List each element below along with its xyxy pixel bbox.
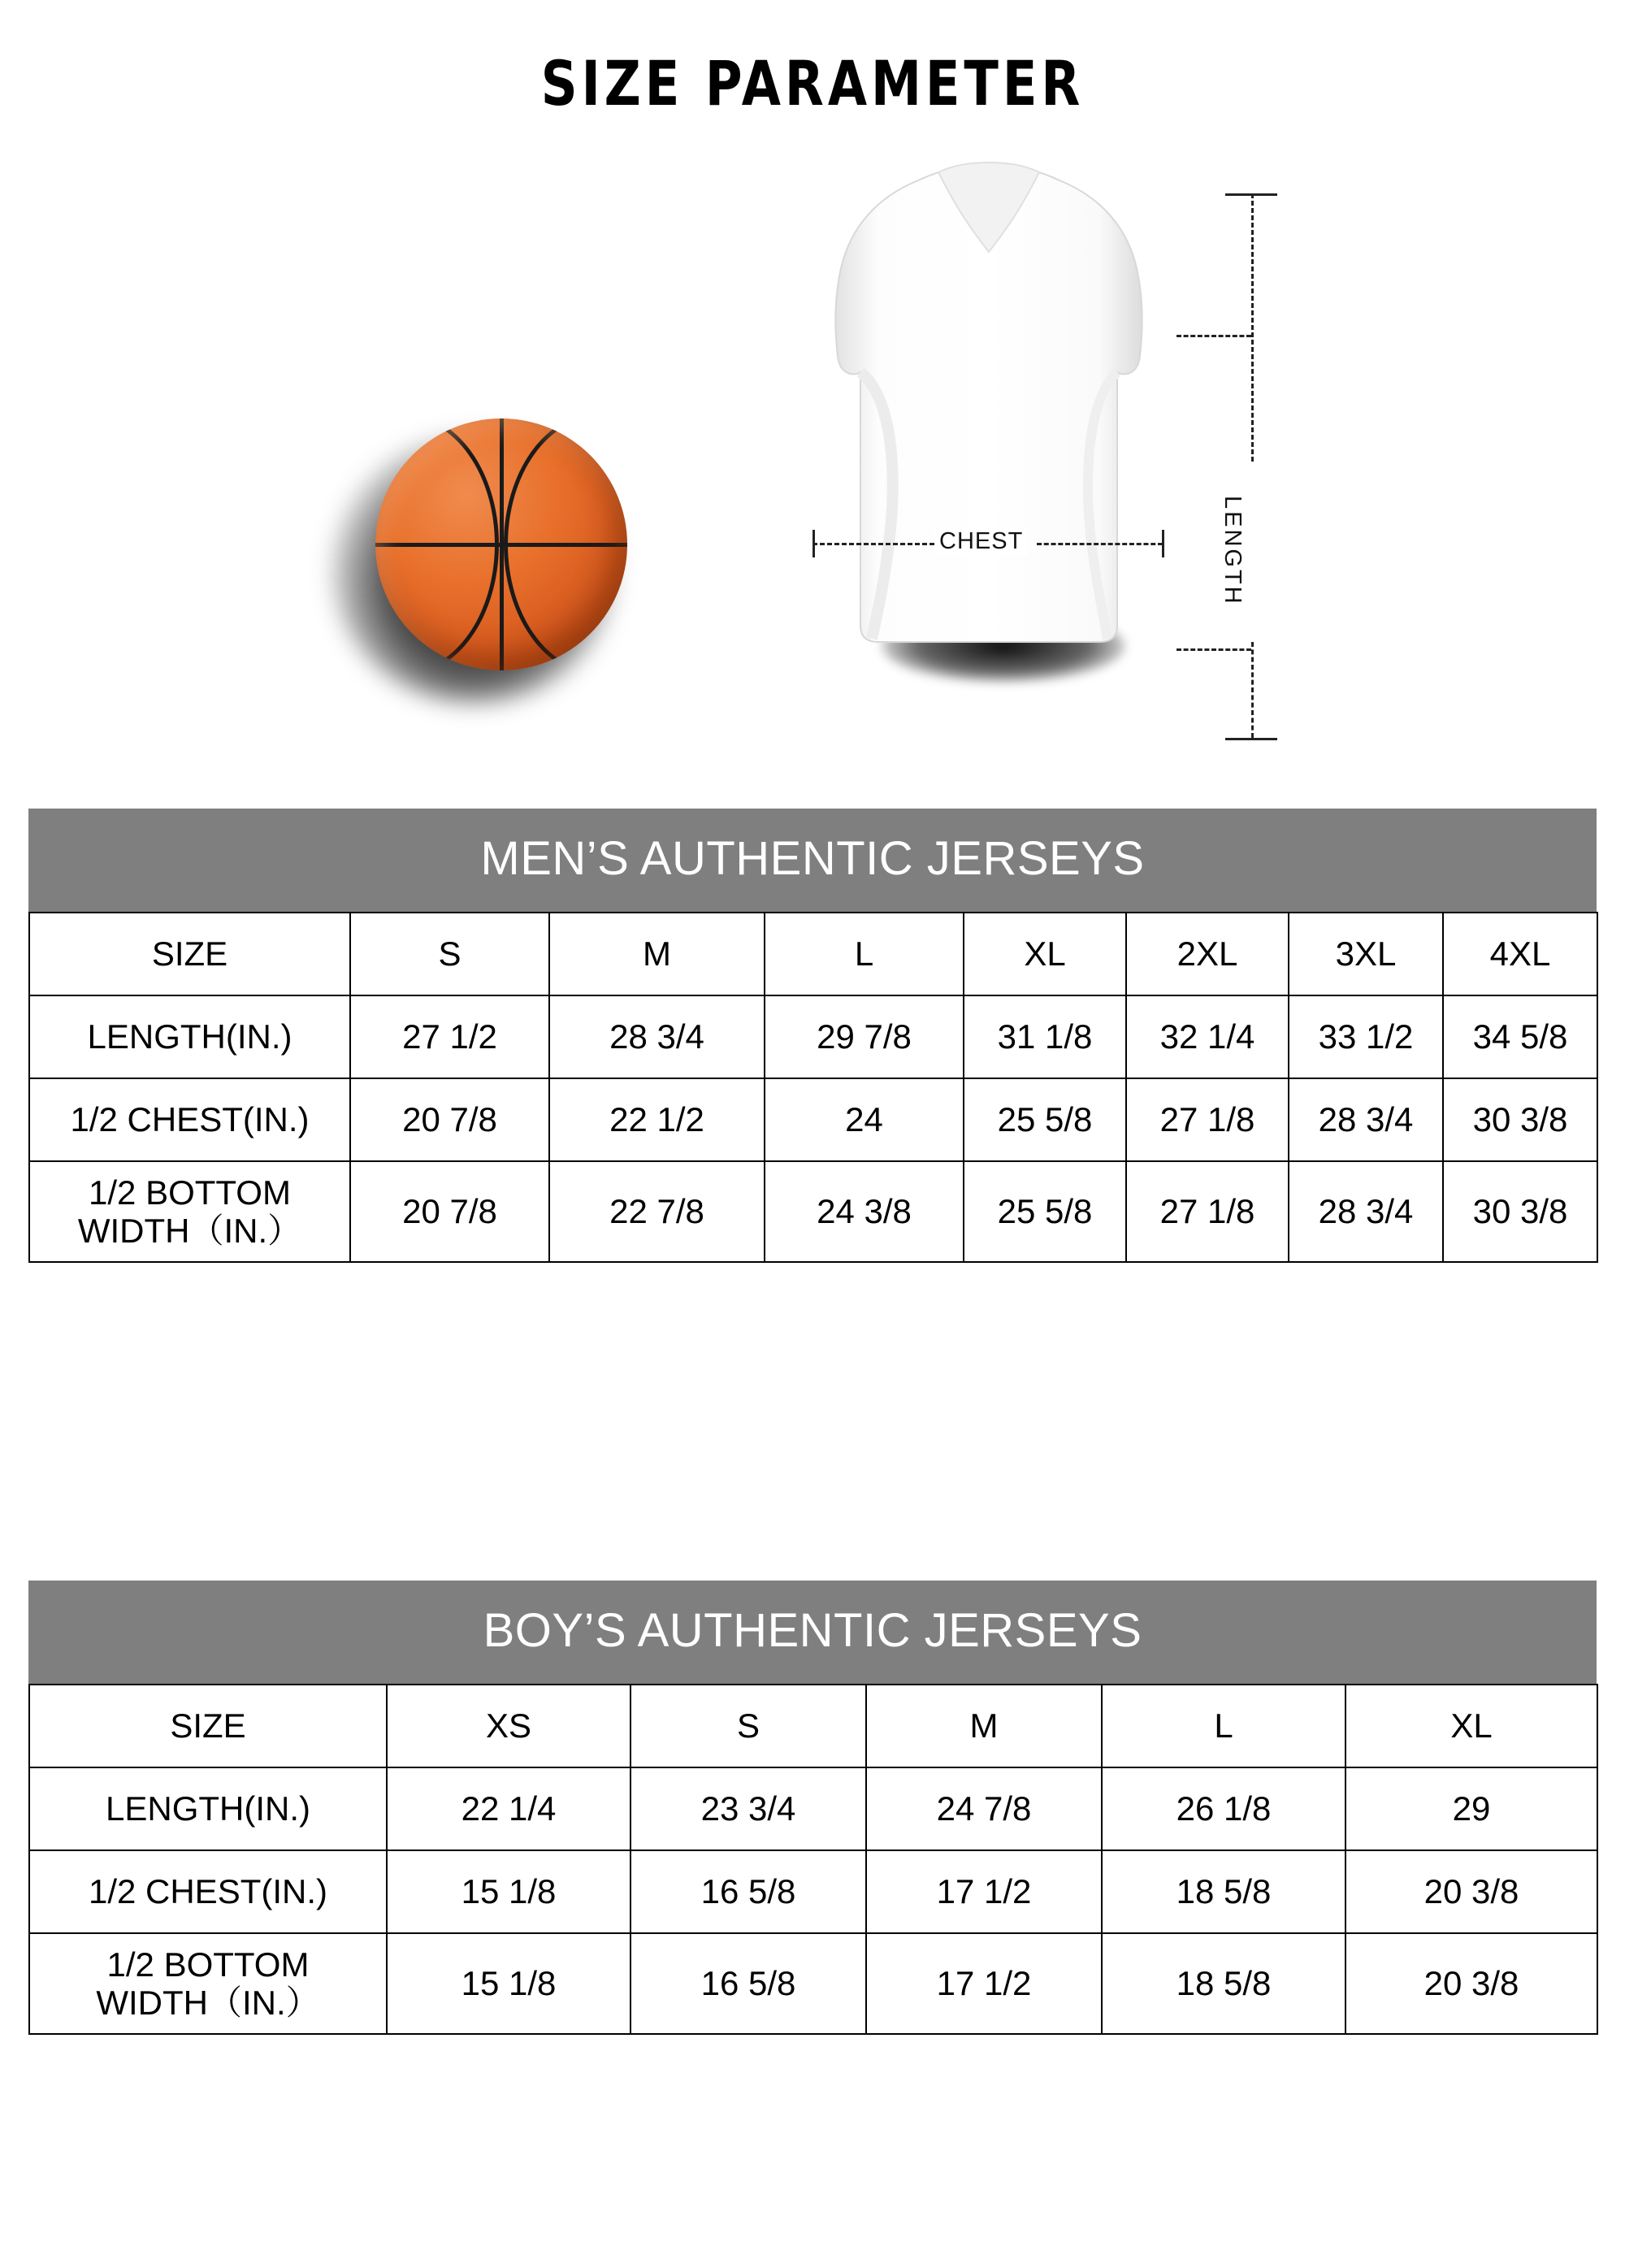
table-row bbox=[29, 1078, 1597, 1161]
table-row bbox=[29, 1933, 1597, 2034]
mens-col-header-l: L bbox=[765, 913, 964, 995]
mens-length-4xl: 34 5/8 bbox=[1443, 995, 1597, 1078]
measurement-illustration bbox=[0, 154, 1625, 788]
boys-row-label-bottom-width: 1/2 BOTTOM WIDTH（IN.） bbox=[29, 1933, 387, 2034]
boys-length-l: 26 1/8 bbox=[1102, 1767, 1346, 1850]
boys-col-header-l: L bbox=[1102, 1685, 1346, 1767]
boys-length-xs: 22 1/4 bbox=[387, 1767, 630, 1850]
chest-tick-left bbox=[812, 530, 815, 557]
mens-length-xl: 31 1/8 bbox=[964, 995, 1126, 1078]
boys-chest-xs: 15 1/8 bbox=[387, 1850, 630, 1933]
length-measure-line-bottom bbox=[1251, 642, 1254, 738]
mens-chest-m: 22 1/2 bbox=[549, 1078, 765, 1161]
mens-chest-s: 20 7/8 bbox=[350, 1078, 549, 1161]
mens-bottom-4xl: 30 3/8 bbox=[1443, 1161, 1597, 1262]
table-row bbox=[29, 995, 1597, 1078]
mens-col-header-xl: XL bbox=[964, 913, 1126, 995]
boys-bottom-l: 18 5/8 bbox=[1102, 1933, 1346, 2034]
length-measure-line-top bbox=[1251, 193, 1254, 462]
mens-length-3xl: 33 1/2 bbox=[1289, 995, 1443, 1078]
mens-chest-l: 24 bbox=[765, 1078, 964, 1161]
length-tick-bottom bbox=[1225, 738, 1277, 740]
mens-table-title: MEN’S AUTHENTIC JERSEYS bbox=[28, 809, 1597, 912]
boys-col-header-size: SIZE bbox=[29, 1685, 387, 1767]
chest-measure-line-left bbox=[812, 543, 934, 545]
basketball-icon bbox=[317, 394, 658, 735]
boys-size-table bbox=[28, 1684, 1598, 2035]
mens-col-header-4xl: 4XL bbox=[1443, 913, 1597, 995]
mens-bottom-3xl: 28 3/4 bbox=[1289, 1161, 1443, 1262]
mens-col-header-m: M bbox=[549, 913, 765, 995]
boys-table-title: BOY’S AUTHENTIC JERSEYS bbox=[28, 1581, 1597, 1684]
length-tick-top bbox=[1225, 193, 1277, 196]
mens-chest-2xl: 27 1/8 bbox=[1126, 1078, 1289, 1161]
boys-bottom-xs: 15 1/8 bbox=[387, 1933, 630, 2034]
mens-col-header-size: SIZE bbox=[29, 913, 350, 995]
mens-length-2xl: 32 1/4 bbox=[1126, 995, 1289, 1078]
mens-col-header-3xl: 3XL bbox=[1289, 913, 1443, 995]
boys-col-header-xl: XL bbox=[1346, 1685, 1597, 1767]
chest-measure-line-right bbox=[1037, 543, 1163, 545]
boys-row-label-length: LENGTH(IN.) bbox=[29, 1767, 387, 1850]
mens-chest-3xl: 28 3/4 bbox=[1289, 1078, 1443, 1161]
boys-col-header-xs: XS bbox=[387, 1685, 630, 1767]
mens-bottom-l: 24 3/8 bbox=[765, 1161, 964, 1262]
table-row bbox=[29, 1161, 1597, 1262]
mens-size-table bbox=[28, 912, 1598, 1263]
boys-chest-m: 17 1/2 bbox=[866, 1850, 1102, 1933]
mens-size-table-block bbox=[28, 809, 1597, 1263]
boys-length-xl: 29 bbox=[1346, 1767, 1597, 1850]
table-row bbox=[29, 1685, 1597, 1767]
table-row bbox=[29, 1767, 1597, 1850]
mens-row-label-length: LENGTH(IN.) bbox=[29, 995, 350, 1078]
mens-col-header-s: S bbox=[350, 913, 549, 995]
boys-col-header-m: M bbox=[866, 1685, 1102, 1767]
boys-length-s: 23 3/4 bbox=[630, 1767, 866, 1850]
mens-row-label-bottom-width: 1/2 BOTTOM WIDTH（IN.） bbox=[29, 1161, 350, 1262]
mens-chest-4xl: 30 3/8 bbox=[1443, 1078, 1597, 1161]
boys-chest-l: 18 5/8 bbox=[1102, 1850, 1346, 1933]
boys-length-m: 24 7/8 bbox=[866, 1767, 1102, 1850]
mens-bottom-s: 20 7/8 bbox=[350, 1161, 549, 1262]
mens-col-header-2xl: 2XL bbox=[1126, 913, 1289, 995]
basketball-seam-horizontal bbox=[375, 543, 627, 547]
chest-tick-right bbox=[1162, 530, 1164, 557]
boys-bottom-s: 16 5/8 bbox=[630, 1933, 866, 2034]
chest-label: CHEST bbox=[934, 528, 1028, 555]
mens-length-l: 29 7/8 bbox=[765, 995, 964, 1078]
boys-chest-s: 16 5/8 bbox=[630, 1850, 866, 1933]
table-row bbox=[29, 913, 1597, 995]
basketball-body bbox=[375, 418, 627, 670]
basketball-seam-arc-right bbox=[504, 418, 627, 670]
boys-bottom-m: 17 1/2 bbox=[866, 1933, 1102, 2034]
page-title: SIZE PARAMETER bbox=[540, 47, 1085, 119]
mens-bottom-xl: 25 5/8 bbox=[964, 1161, 1126, 1262]
boys-col-header-s: S bbox=[630, 1685, 866, 1767]
boys-chest-xl: 20 3/8 bbox=[1346, 1850, 1597, 1933]
length-leader-top bbox=[1176, 335, 1251, 337]
mens-bottom-m: 22 7/8 bbox=[549, 1161, 765, 1262]
boys-size-table-block bbox=[28, 1581, 1597, 2035]
length-label: LENGTH bbox=[1220, 496, 1246, 606]
jersey-illustration bbox=[776, 154, 1198, 691]
table-row bbox=[29, 1850, 1597, 1933]
mens-bottom-2xl: 27 1/8 bbox=[1126, 1161, 1289, 1262]
mens-chest-xl: 25 5/8 bbox=[964, 1078, 1126, 1161]
boys-bottom-xl: 20 3/8 bbox=[1346, 1933, 1597, 2034]
basketball-seam-arc-left bbox=[375, 418, 499, 670]
mens-length-s: 27 1/2 bbox=[350, 995, 549, 1078]
length-leader-bottom bbox=[1176, 648, 1251, 651]
mens-length-m: 28 3/4 bbox=[549, 995, 765, 1078]
boys-row-label-chest: 1/2 CHEST(IN.) bbox=[29, 1850, 387, 1933]
mens-row-label-chest: 1/2 CHEST(IN.) bbox=[29, 1078, 350, 1161]
basketball-seam-vertical bbox=[500, 418, 504, 670]
jersey-icon bbox=[776, 154, 1198, 739]
